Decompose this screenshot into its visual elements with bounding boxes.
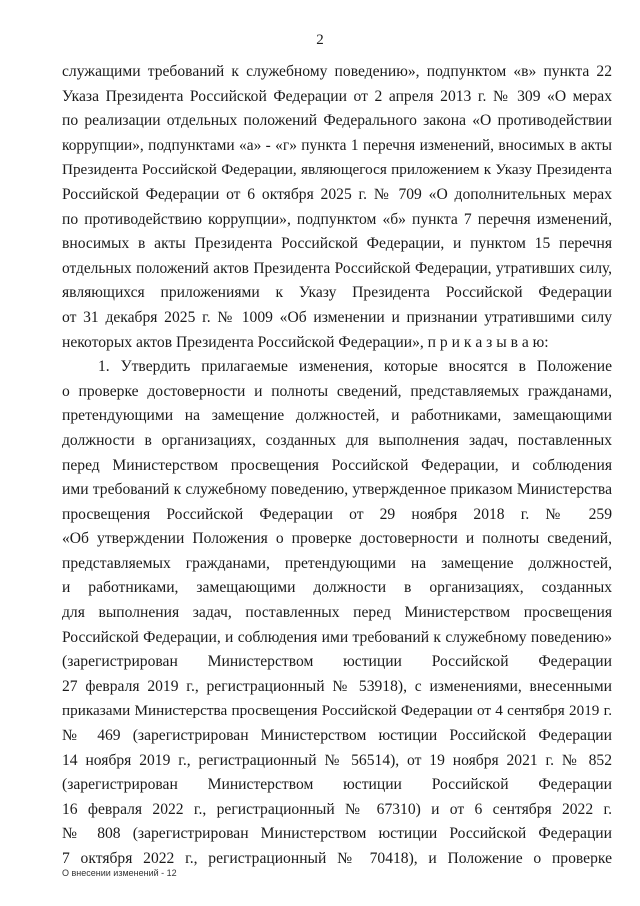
text-line: Российской Федерации, и соблюдения ими требований к служебному поведению» (62, 628, 612, 646)
text-line: ими требований к служебному поведению, утвержденное приказом Министерства (62, 481, 612, 499)
text-line: являющихся приложениями к Указу Президента Российской Федерации (62, 284, 612, 302)
text-line: просвещения Российской Федерации от 29 ноября 2018 г. № 259 (62, 505, 612, 523)
text-line: отдельных положений актов Президента Российской Федерации, утративших силу, (62, 259, 612, 277)
text-line: должности в организациях, созданных для выполнения задач, поставленных (62, 431, 612, 449)
text-line: № 469 (зарегистрирован Министерством юстиции Российской Федерации (62, 727, 612, 745)
text-line: (зарегистрирован Министерством юстиции Российской Федерации (62, 653, 612, 671)
text-line: Российской Федерации от 6 октября 2025 г. № 709 «О дополнительных мерах (62, 185, 612, 203)
text-line: приказами Министерства просвещения Российской Федерации от 4 сентября 2019 г. (62, 702, 612, 720)
text-line: № 808 (зарегистрирован Министерством юстиции Российской Федерации (62, 825, 612, 843)
text-line: претендующими на замещение должностей, и работниками, замещающими (62, 407, 612, 425)
text-line: коррупции», подпунктами «а» - «г» пункта 1 перечня изменений, вносимых в акты (62, 136, 612, 154)
text-line: 1. Утвердить прилагаемые изменения, которые вносятся в Положение (98, 358, 612, 376)
text-line: перед Министерством просвещения Российской Федерации, и соблюдения (62, 456, 612, 474)
text-line: о проверке достоверности и полноты сведений, представляемых гражданами, (62, 382, 612, 400)
text-line: Президента Российской Федерации, являющегося приложением к Указу Президента (62, 161, 612, 179)
text-line: вносимых в акты Президента Российской Федерации, и пунктом 15 перечня (62, 235, 612, 253)
text-line: служащими требований к служебному поведению», подпунктом «в» пункта 22 (62, 63, 612, 80)
text-line: Указа Президента Российской Федерации от 2 апреля 2013 г. № 309 «О мерах (62, 87, 612, 105)
text-line: 7 октября 2022 г., регистрационный № 70418), и Положение о проверке (62, 850, 612, 867)
text-line: и работниками, замещающими должности в организациях, созданных (62, 579, 612, 597)
text-line: для выполнения задач, поставленных перед Министерством просвещения (62, 604, 612, 622)
text-line: по реализации отдельных положений Федерального закона «О противодействии (62, 112, 612, 130)
text-line: «Об утверждении Положения о проверке достоверности и полноты сведений, (62, 530, 612, 548)
text-line: по противодействию коррупции», подпунктом «б» пункта 7 перечня изменений, (62, 210, 612, 228)
page-number: 2 (316, 32, 324, 48)
text-line: 14 ноября 2019 г., регистрационный № 56514), от 19 ноября 2021 г. № 852 (62, 751, 612, 769)
text-line: представляемых гражданами, претендующими на замещение должностей, (62, 554, 612, 572)
footer-note: О внесении изменений - 12 (62, 868, 177, 878)
text-line: 16 февраля 2022 г., регистрационный № 67310) и от 6 сентября 2022 г. (62, 800, 612, 818)
text-line: 27 февраля 2019 г., регистрационный № 53918), с изменениями, внесенными (62, 677, 612, 695)
text-line: от 31 декабря 2025 г. № 1009 «Об изменении и признании утратившими силу (62, 308, 612, 326)
text-line: (зарегистрирован Министерством юстиции Российской Федерации (62, 776, 612, 794)
document-body (62, 60, 612, 872)
text-line: некоторых актов Президента Российской Федерации», п р и к а з ы в а ю: (62, 333, 549, 351)
